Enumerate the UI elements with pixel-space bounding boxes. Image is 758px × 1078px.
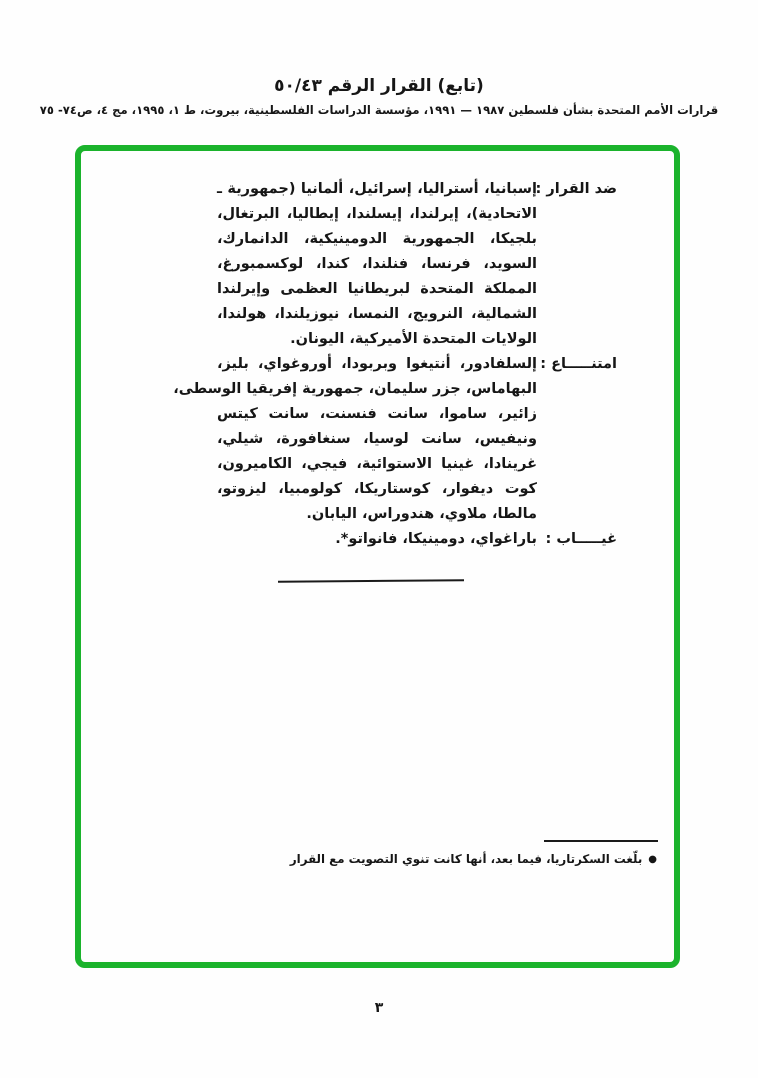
footnote-text: بلّغت السكرتاريا، فيما بعد، أنها كانت تنوي التصويت مع القرار (289, 852, 643, 866)
vote-blocks (173, 177, 617, 552)
vote-label: ضد القرار : (535, 181, 617, 197)
footnote-marker-icon: ● (648, 854, 657, 865)
vote-line: البهاماس، جزر سليمان، جمهورية إفريقيا الوسطى، (173, 381, 537, 397)
vote-block (217, 527, 617, 552)
vote-line: كوت ديفوار، كوستاريكا، كولومبيا، ليزوتو، (217, 481, 537, 497)
vote-lines (173, 352, 537, 527)
page-title: (تابع) القرار الرقم ٥٠/٤٣ (274, 76, 484, 96)
vote-line: بلجيكا، الجمهورية الدومينيكية، الدانمارك، (217, 231, 537, 247)
footnote (289, 850, 657, 869)
footnote-separator (544, 840, 658, 842)
vote-line: الشمالية، النرويج، النمسا، نيوزيلندا، هولندا، (217, 306, 537, 322)
vote-lines (217, 177, 537, 352)
vote-line: المملكة المتحدة لبريطانيا العظمى وإيرلندا (217, 281, 537, 297)
vote-line: إلسلفادور، أنتيغوا وبربودا، أوروغواي، بليز، (217, 356, 537, 372)
vote-line: غرينادا، غينيا الاستوائية، فيجي، الكاميرون، (217, 456, 537, 472)
vote-lines (217, 527, 537, 552)
vote-block (173, 352, 617, 527)
vote-label: امتنـــــاع : (540, 356, 617, 372)
source-citation-line: قرارات الأمم المتحدة بشأن فلسطين ١٩٨٧ — ١٩٩١، مؤسسة الدراسات الفلسطينية، بيروت، ط ١، ١٩٩٥، مج ٤، ص٧٤- ٧٥ (39, 103, 719, 117)
vote-line: باراغواي، دومينيكا، فانواتو*. (335, 531, 537, 547)
vote-line: الاتحادية)، إيرلندا، إيسلندا، إيطاليا، البرتغال، (217, 206, 537, 222)
vote-block (217, 177, 617, 352)
vote-line: إسبانيا، أستراليا، إسرائيل، ألمانيا (جمهورية ـ (217, 181, 537, 197)
frame-inner (81, 151, 674, 962)
vote-line: السويد، فرنسا، فنلندا، كندا، لوكسمبورغ، (217, 256, 537, 272)
vote-line: الولايات المتحدة الأميركية، اليونان. (290, 331, 537, 347)
vote-line: مالطا، ملاوي، هندوراس، اليابان. (306, 506, 537, 522)
vote-line: ونيفيس، سانت لوسيا، سنغافورة، شيلي، (217, 431, 537, 447)
content-divider (278, 579, 464, 583)
page-number: ٣ (374, 1000, 384, 1016)
green-highlight-frame (75, 145, 680, 968)
vote-line: زائير، ساموا، سانت فنسنت، سانت كيتس (217, 406, 537, 422)
vote-label: غيـــــاب : (545, 531, 617, 547)
